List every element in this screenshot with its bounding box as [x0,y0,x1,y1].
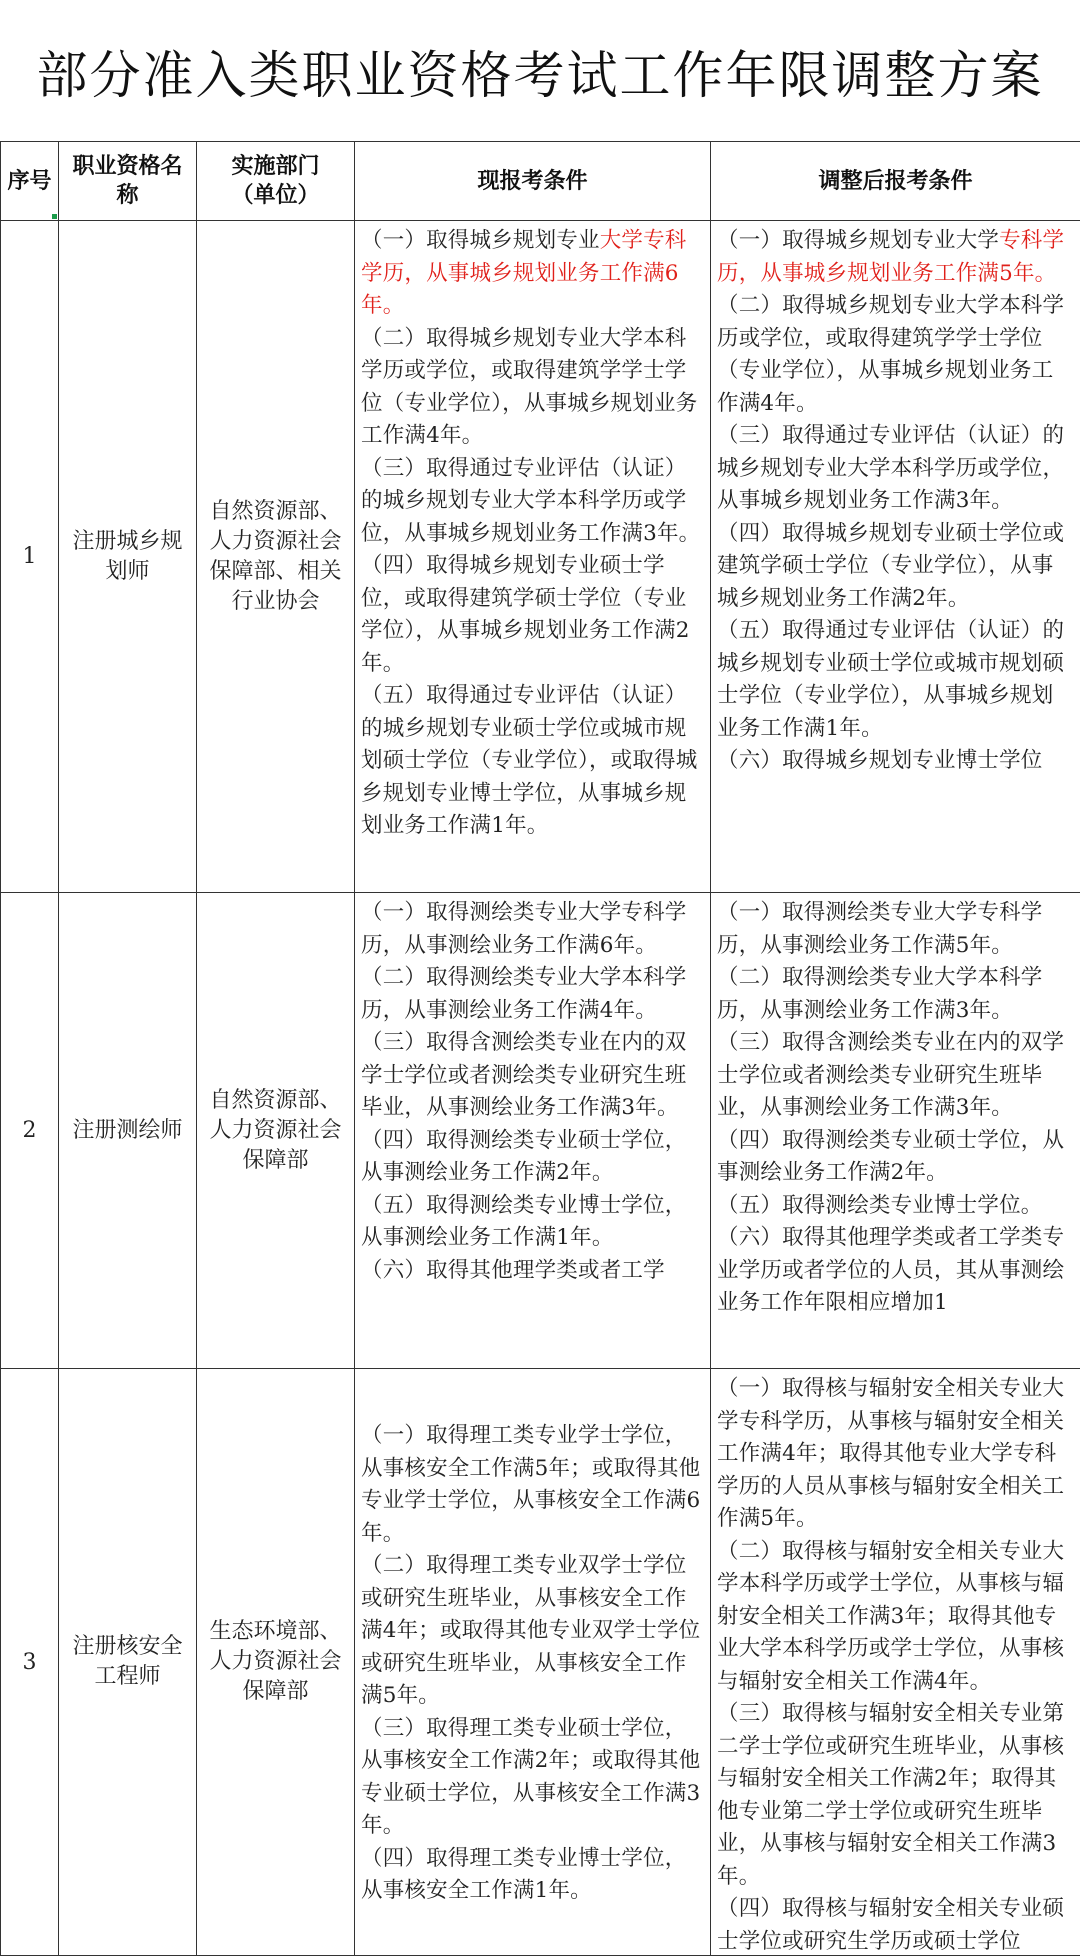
condition-item [717,1190,1075,1223]
condition-highlight: 大学专科学历，从事城乡规划业务工作满6年。 [361,228,687,318]
row-num: 3 [1,1369,59,1956]
condition-text: （六）取得其他理学类或者工学类专业学历或者学位的人员，其从事测绘业务工作年限相应增加1 [717,1225,1064,1315]
condition-item [717,1222,1075,1320]
condition-text: （五）取得通过专业评估（认证）的城乡规划专业硕士学位或城市规划硕士学位（专业学位），从事城乡规划业务工作满1年。 [717,618,1064,741]
adjusted-conditions [711,221,1080,892]
qualification-table [0,141,1080,1956]
condition-text: （四）取得理工类专业博士学位，从事核安全工作满1年。 [361,1846,687,1904]
adjusted-conditions [711,893,1080,1368]
condition-text: （五）取得测绘类专业博士学位。 [717,1193,1043,1218]
condition-text: （二）取得理工类专业双学士学位或研究生班毕业，从事核安全工作满4年；或取得其他专业双学士学位或研究生班毕业，从事核安全工作满5年。 [361,1553,700,1708]
condition-highlight: 专科学历，从事城乡规划业务工作满5年。 [717,228,1064,286]
condition-text: （一）取得测绘类专业大学专科学历，从事测绘业务工作满6年。 [361,900,687,958]
table-row [1,1369,1080,1956]
condition-text: （三）取得通过专业评估（认证）的城乡规划专业大学本科学历或学位，从事城乡规划业务工作满3年。 [361,456,700,546]
condition-text: （二）取得测绘类专业大学本科学历，从事测绘业务工作满4年。 [361,965,687,1023]
condition-item [361,1027,705,1125]
condition-text: （三）取得通过专业评估（认证）的城乡规划专业大学本科学历或学位，从事城乡规划业务工作满3年。 [717,423,1064,513]
current-conditions [355,893,710,1368]
condition-item [717,1125,1075,1190]
implementing-dept: 自然资源部、人力资源社会保障部 [197,893,355,1369]
condition-item [361,962,705,1027]
qualification-name: 注册测绘师 [59,893,197,1369]
condition-text: （三）取得含测绘类专业在内的双学士学位或者测绘类专业研究生班毕业，从事测绘业务工作满3年。 [361,1030,687,1120]
condition-text: （四）取得城乡规划专业硕士学位，或取得建筑学硕士学位（专业学位），从事城乡规划业务工作满2年。 [361,553,690,676]
condition-text: （一）取得理工类专业学士学位，从事核安全工作满5年；或取得其他专业学士学位，从事核安全工作满6年。 [361,1423,700,1546]
condition-item [361,1190,705,1255]
condition-item [717,1536,1075,1699]
condition-text: （六）取得城乡规划专业博士学位 [717,748,1043,773]
header-row [1,142,1080,221]
condition-text: （五）取得测绘类专业博士学位，从事测绘业务工作满1年。 [361,1193,687,1251]
condition-text: （二）取得城乡规划专业大学本科学历或学位，或取得建筑学学士学位（专业学位），从事城乡规划业务工作满4年。 [361,326,697,449]
condition-item [717,290,1075,420]
condition-text: （三）取得含测绘类专业在内的双学士学位或者测绘类专业研究生班毕业，从事测绘业务工作满3年。 [717,1030,1064,1120]
condition-text: （一）取得城乡规划专业大学 [717,228,999,253]
table-row [1,221,1080,893]
condition-text: （四）取得测绘类专业硕士学位，从事测绘业务工作满2年。 [717,1128,1064,1186]
header-adjusted-conditions: 调整后报考条件 [711,142,1080,221]
condition-text: （三）取得理工类专业硕士学位，从事核安全工作满2年；或取得其他专业硕士学位，从事核安全工作满3年。 [361,1716,700,1839]
condition-item [717,1893,1075,1955]
condition-item [717,897,1075,962]
condition-item [361,225,705,323]
condition-text: （四）取得核与辐射安全相关专业硕士学位或研究生学历或硕士学位 [717,1896,1064,1954]
implementing-dept: 生态环境部、人力资源社会保障部 [197,1369,355,1956]
condition-item [361,1550,705,1713]
header-dept: 实施部门（单位） [197,142,355,221]
condition-item [717,962,1075,1027]
condition-text: （六）取得其他理学类或者工学 [361,1258,665,1283]
condition-item [361,1713,705,1843]
current-conditions [355,1416,710,1908]
header-current-conditions: 现报考条件 [355,142,711,221]
condition-text: （四）取得城乡规划专业硕士学位或建筑学硕士学位（专业学位），从事城乡规划业务工作满2年。 [717,521,1064,611]
condition-item [717,518,1075,616]
condition-item [717,1698,1075,1893]
current-conditions [355,221,710,892]
condition-item [361,453,705,551]
condition-item [717,420,1075,518]
condition-text: （三）取得核与辐射安全相关专业第二学士学位或研究生班毕业，从事核与辐射安全相关工作满2年；取得其他专业第二学士学位或研究生班毕业，从事核与辐射安全相关工作满3年。 [717,1701,1064,1889]
condition-item [361,897,705,962]
header-num: 序号 [1,142,59,221]
condition-item [717,1027,1075,1125]
row-num: 1 [1,221,59,893]
condition-text: （一）取得核与辐射安全相关专业大学专科学历，从事核与辐射安全相关工作满4年；取得其他专业大学专科学历的人员从事核与辐射安全相关工作满5年。 [717,1376,1064,1531]
condition-text: （五）取得通过专业评估（认证）的城乡规划专业硕士学位或城市规划硕士学位（专业学位），或取得城乡规划专业博士学位，从事城乡规划业务工作满1年。 [361,683,697,838]
header-name: 职业资格名称 [59,142,197,221]
row-num: 2 [1,893,59,1369]
condition-item [361,1420,705,1550]
condition-text: （二）取得城乡规划专业大学本科学历或学位，或取得建筑学学士学位（专业学位），从事城乡规划业务工作满4年。 [717,293,1064,416]
condition-item [361,550,705,680]
adjusted-conditions [711,1369,1080,1955]
qualification-name: 注册核安全工程师 [59,1369,197,1956]
condition-item [717,615,1075,745]
condition-item [717,225,1075,290]
condition-item [361,1125,705,1190]
qualification-name: 注册城乡规划师 [59,221,197,893]
condition-item [717,745,1075,778]
table-row [1,893,1080,1369]
cell-marker-icon [52,214,57,219]
condition-item [361,1843,705,1908]
condition-item [361,1255,705,1288]
condition-item [361,323,705,453]
condition-text: （四）取得测绘类专业硕士学位，从事测绘业务工作满2年。 [361,1128,687,1186]
condition-item [717,1373,1075,1536]
document-title: 部分准入类职业资格考试工作年限调整方案 [0,0,1080,141]
condition-item [361,680,705,843]
condition-text: （一）取得城乡规划专业 [361,228,600,253]
condition-text: （二）取得测绘类专业大学本科学历，从事测绘业务工作满3年。 [717,965,1043,1023]
implementing-dept: 自然资源部、人力资源社会保障部、相关行业协会 [197,221,355,893]
condition-text: （一）取得测绘类专业大学专科学历，从事测绘业务工作满5年。 [717,900,1043,958]
condition-text: （二）取得核与辐射安全相关专业大学本科学历或学士学位，从事核与辐射安全相关工作满3年；取得其他专业大学本科学历或学士学位，从事核与辐射安全相关工作满4年。 [717,1539,1064,1694]
